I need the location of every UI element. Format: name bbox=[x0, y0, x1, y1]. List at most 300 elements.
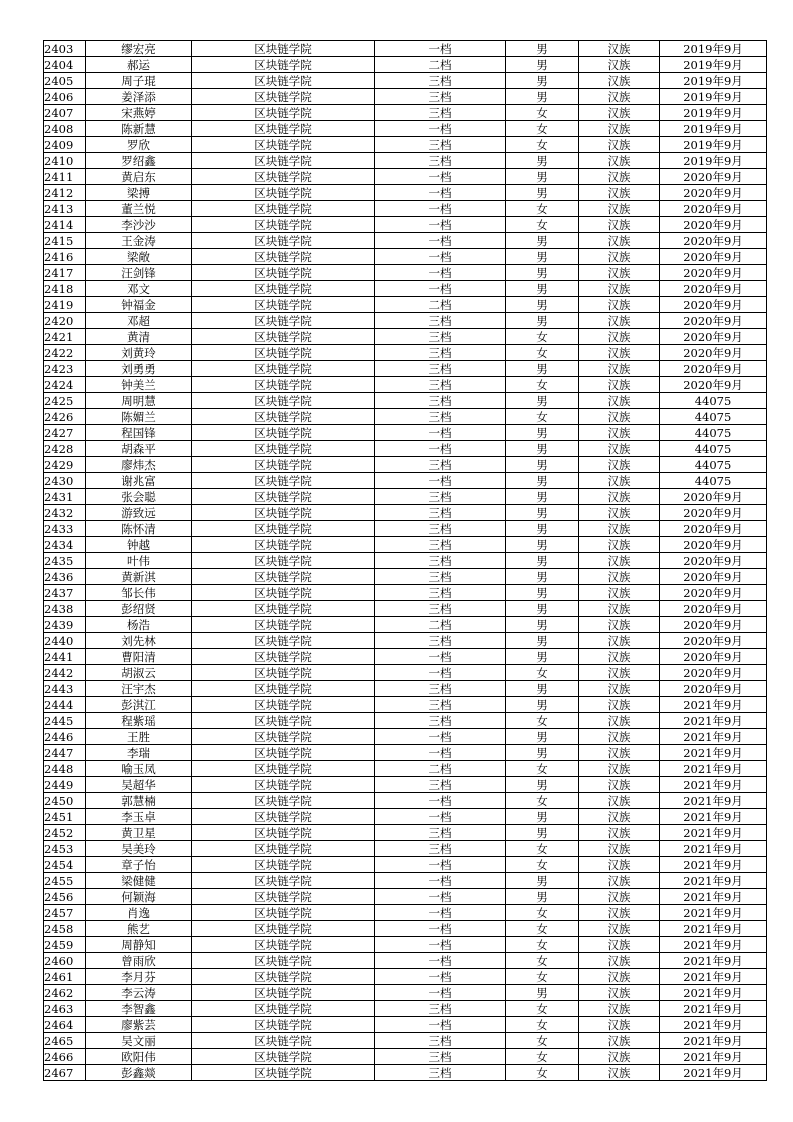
row-number-cell: 2407 bbox=[44, 105, 86, 121]
enrollment-date-cell: 2020年9月 bbox=[660, 185, 767, 201]
enrollment-date-cell: 2021年9月 bbox=[660, 729, 767, 745]
enrollment-date-cell: 2019年9月 bbox=[660, 89, 767, 105]
enrollment-date-cell: 2020年9月 bbox=[660, 553, 767, 569]
name-cell: 周静知 bbox=[86, 937, 192, 953]
level-cell: 一档 bbox=[375, 217, 506, 233]
student-table bbox=[43, 40, 767, 1081]
row-number-cell: 2431 bbox=[44, 489, 86, 505]
enrollment-date-cell: 2020年9月 bbox=[660, 265, 767, 281]
name-cell: 章子怡 bbox=[86, 857, 192, 873]
enrollment-date-cell: 2021年9月 bbox=[660, 873, 767, 889]
table-row bbox=[44, 553, 767, 569]
name-cell: 陈怀清 bbox=[86, 521, 192, 537]
enrollment-date-cell: 2020年9月 bbox=[660, 377, 767, 393]
row-number-cell: 2462 bbox=[44, 985, 86, 1001]
college-cell: 区块链学院 bbox=[192, 921, 375, 937]
gender-cell: 男 bbox=[506, 281, 579, 297]
table-row bbox=[44, 393, 767, 409]
enrollment-date-cell: 2020年9月 bbox=[660, 505, 767, 521]
table-row bbox=[44, 1049, 767, 1065]
name-cell: 廖炜杰 bbox=[86, 457, 192, 473]
table-body bbox=[44, 41, 767, 1081]
enrollment-date-cell: 2021年9月 bbox=[660, 713, 767, 729]
level-cell: 三档 bbox=[375, 505, 506, 521]
enrollment-date-cell: 2021年9月 bbox=[660, 1033, 767, 1049]
name-cell: 李沙沙 bbox=[86, 217, 192, 233]
gender-cell: 男 bbox=[506, 361, 579, 377]
ethnicity-cell: 汉族 bbox=[579, 377, 660, 393]
enrollment-date-cell: 2020年9月 bbox=[660, 169, 767, 185]
table-row bbox=[44, 185, 767, 201]
college-cell: 区块链学院 bbox=[192, 249, 375, 265]
name-cell: 欧阳伟 bbox=[86, 1049, 192, 1065]
level-cell: 三档 bbox=[375, 569, 506, 585]
table-row bbox=[44, 201, 767, 217]
gender-cell: 男 bbox=[506, 537, 579, 553]
level-cell: 三档 bbox=[375, 553, 506, 569]
name-cell: 廖紫芸 bbox=[86, 1017, 192, 1033]
gender-cell: 女 bbox=[506, 105, 579, 121]
table-row bbox=[44, 857, 767, 873]
college-cell: 区块链学院 bbox=[192, 745, 375, 761]
name-cell: 钟福金 bbox=[86, 297, 192, 313]
ethnicity-cell: 汉族 bbox=[579, 697, 660, 713]
row-number-cell: 2461 bbox=[44, 969, 86, 985]
enrollment-date-cell: 2020年9月 bbox=[660, 569, 767, 585]
name-cell: 刘黄玲 bbox=[86, 345, 192, 361]
enrollment-date-cell: 2021年9月 bbox=[660, 889, 767, 905]
gender-cell: 男 bbox=[506, 489, 579, 505]
table-row bbox=[44, 761, 767, 777]
enrollment-date-cell: 2021年9月 bbox=[660, 969, 767, 985]
gender-cell: 男 bbox=[506, 313, 579, 329]
ethnicity-cell: 汉族 bbox=[579, 57, 660, 73]
row-number-cell: 2415 bbox=[44, 233, 86, 249]
gender-cell: 男 bbox=[506, 457, 579, 473]
table-row bbox=[44, 473, 767, 489]
enrollment-date-cell: 2021年9月 bbox=[660, 841, 767, 857]
name-cell: 李瑞 bbox=[86, 745, 192, 761]
name-cell: 张会聪 bbox=[86, 489, 192, 505]
ethnicity-cell: 汉族 bbox=[579, 281, 660, 297]
college-cell: 区块链学院 bbox=[192, 825, 375, 841]
gender-cell: 男 bbox=[506, 265, 579, 281]
table-row bbox=[44, 841, 767, 857]
level-cell: 二档 bbox=[375, 617, 506, 633]
name-cell: 彭鑫燚 bbox=[86, 1065, 192, 1081]
table-row bbox=[44, 521, 767, 537]
gender-cell: 女 bbox=[506, 969, 579, 985]
ethnicity-cell: 汉族 bbox=[579, 633, 660, 649]
enrollment-date-cell: 2021年9月 bbox=[660, 857, 767, 873]
gender-cell: 男 bbox=[506, 153, 579, 169]
gender-cell: 男 bbox=[506, 569, 579, 585]
name-cell: 游致远 bbox=[86, 505, 192, 521]
row-number-cell: 2418 bbox=[44, 281, 86, 297]
college-cell: 区块链学院 bbox=[192, 425, 375, 441]
row-number-cell: 2440 bbox=[44, 633, 86, 649]
college-cell: 区块链学院 bbox=[192, 73, 375, 89]
name-cell: 曾雨欣 bbox=[86, 953, 192, 969]
table-row bbox=[44, 729, 767, 745]
enrollment-date-cell: 2021年9月 bbox=[660, 745, 767, 761]
college-cell: 区块链学院 bbox=[192, 601, 375, 617]
ethnicity-cell: 汉族 bbox=[579, 441, 660, 457]
name-cell: 曹阳清 bbox=[86, 649, 192, 665]
gender-cell: 女 bbox=[506, 953, 579, 969]
table-row bbox=[44, 889, 767, 905]
table-row bbox=[44, 953, 767, 969]
row-number-cell: 2420 bbox=[44, 313, 86, 329]
gender-cell: 男 bbox=[506, 617, 579, 633]
enrollment-date-cell: 2020年9月 bbox=[660, 281, 767, 297]
ethnicity-cell: 汉族 bbox=[579, 857, 660, 873]
row-number-cell: 2426 bbox=[44, 409, 86, 425]
ethnicity-cell: 汉族 bbox=[579, 1017, 660, 1033]
enrollment-date-cell: 2021年9月 bbox=[660, 793, 767, 809]
ethnicity-cell: 汉族 bbox=[579, 585, 660, 601]
gender-cell: 女 bbox=[506, 1001, 579, 1017]
row-number-cell: 2419 bbox=[44, 297, 86, 313]
ethnicity-cell: 汉族 bbox=[579, 1049, 660, 1065]
row-number-cell: 2453 bbox=[44, 841, 86, 857]
level-cell: 一档 bbox=[375, 169, 506, 185]
college-cell: 区块链学院 bbox=[192, 457, 375, 473]
college-cell: 区块链学院 bbox=[192, 841, 375, 857]
row-number-cell: 2404 bbox=[44, 57, 86, 73]
ethnicity-cell: 汉族 bbox=[579, 137, 660, 153]
level-cell: 三档 bbox=[375, 537, 506, 553]
ethnicity-cell: 汉族 bbox=[579, 489, 660, 505]
college-cell: 区块链学院 bbox=[192, 665, 375, 681]
level-cell: 一档 bbox=[375, 921, 506, 937]
level-cell: 三档 bbox=[375, 361, 506, 377]
enrollment-date-cell: 2020年9月 bbox=[660, 329, 767, 345]
enrollment-date-cell: 44075 bbox=[660, 409, 767, 425]
ethnicity-cell: 汉族 bbox=[579, 249, 660, 265]
level-cell: 三档 bbox=[375, 73, 506, 89]
level-cell: 一档 bbox=[375, 969, 506, 985]
row-number-cell: 2436 bbox=[44, 569, 86, 585]
row-number-cell: 2408 bbox=[44, 121, 86, 137]
row-number-cell: 2409 bbox=[44, 137, 86, 153]
gender-cell: 男 bbox=[506, 697, 579, 713]
college-cell: 区块链学院 bbox=[192, 41, 375, 57]
name-cell: 罗欣 bbox=[86, 137, 192, 153]
level-cell: 一档 bbox=[375, 233, 506, 249]
ethnicity-cell: 汉族 bbox=[579, 169, 660, 185]
level-cell: 一档 bbox=[375, 121, 506, 137]
name-cell: 刘先林 bbox=[86, 633, 192, 649]
table-row bbox=[44, 233, 767, 249]
name-cell: 彭绍贤 bbox=[86, 601, 192, 617]
ethnicity-cell: 汉族 bbox=[579, 41, 660, 57]
enrollment-date-cell: 2021年9月 bbox=[660, 1001, 767, 1017]
row-number-cell: 2429 bbox=[44, 457, 86, 473]
enrollment-date-cell: 2021年9月 bbox=[660, 1049, 767, 1065]
college-cell: 区块链学院 bbox=[192, 153, 375, 169]
college-cell: 区块链学院 bbox=[192, 937, 375, 953]
level-cell: 一档 bbox=[375, 857, 506, 873]
row-number-cell: 2425 bbox=[44, 393, 86, 409]
level-cell: 三档 bbox=[375, 681, 506, 697]
table-row bbox=[44, 457, 767, 473]
ethnicity-cell: 汉族 bbox=[579, 537, 660, 553]
level-cell: 三档 bbox=[375, 697, 506, 713]
row-number-cell: 2403 bbox=[44, 41, 86, 57]
name-cell: 王金涛 bbox=[86, 233, 192, 249]
ethnicity-cell: 汉族 bbox=[579, 201, 660, 217]
table-row bbox=[44, 281, 767, 297]
name-cell: 程紫瑶 bbox=[86, 713, 192, 729]
table-row bbox=[44, 217, 767, 233]
table-row bbox=[44, 105, 767, 121]
level-cell: 一档 bbox=[375, 665, 506, 681]
table-row bbox=[44, 345, 767, 361]
enrollment-date-cell: 2021年9月 bbox=[660, 985, 767, 1001]
gender-cell: 男 bbox=[506, 985, 579, 1001]
name-cell: 董兰悦 bbox=[86, 201, 192, 217]
row-number-cell: 2411 bbox=[44, 169, 86, 185]
college-cell: 区块链学院 bbox=[192, 313, 375, 329]
ethnicity-cell: 汉族 bbox=[579, 873, 660, 889]
row-number-cell: 2441 bbox=[44, 649, 86, 665]
gender-cell: 男 bbox=[506, 553, 579, 569]
gender-cell: 男 bbox=[506, 745, 579, 761]
ethnicity-cell: 汉族 bbox=[579, 217, 660, 233]
gender-cell: 男 bbox=[506, 169, 579, 185]
level-cell: 三档 bbox=[375, 345, 506, 361]
row-number-cell: 2410 bbox=[44, 153, 86, 169]
level-cell: 一档 bbox=[375, 425, 506, 441]
row-number-cell: 2421 bbox=[44, 329, 86, 345]
ethnicity-cell: 汉族 bbox=[579, 313, 660, 329]
row-number-cell: 2432 bbox=[44, 505, 86, 521]
level-cell: 三档 bbox=[375, 521, 506, 537]
gender-cell: 男 bbox=[506, 185, 579, 201]
name-cell: 郭慧楠 bbox=[86, 793, 192, 809]
name-cell: 梁敞 bbox=[86, 249, 192, 265]
college-cell: 区块链学院 bbox=[192, 985, 375, 1001]
ethnicity-cell: 汉族 bbox=[579, 649, 660, 665]
ethnicity-cell: 汉族 bbox=[579, 153, 660, 169]
gender-cell: 女 bbox=[506, 329, 579, 345]
enrollment-date-cell: 2021年9月 bbox=[660, 761, 767, 777]
name-cell: 邓文 bbox=[86, 281, 192, 297]
level-cell: 一档 bbox=[375, 201, 506, 217]
college-cell: 区块链学院 bbox=[192, 265, 375, 281]
college-cell: 区块链学院 bbox=[192, 761, 375, 777]
row-number-cell: 2454 bbox=[44, 857, 86, 873]
name-cell: 吴文丽 bbox=[86, 1033, 192, 1049]
ethnicity-cell: 汉族 bbox=[579, 505, 660, 521]
enrollment-date-cell: 2020年9月 bbox=[660, 537, 767, 553]
level-cell: 一档 bbox=[375, 1017, 506, 1033]
ethnicity-cell: 汉族 bbox=[579, 745, 660, 761]
college-cell: 区块链学院 bbox=[192, 105, 375, 121]
enrollment-date-cell: 2020年9月 bbox=[660, 345, 767, 361]
level-cell: 一档 bbox=[375, 729, 506, 745]
enrollment-date-cell: 2021年9月 bbox=[660, 825, 767, 841]
level-cell: 三档 bbox=[375, 377, 506, 393]
name-cell: 梁健健 bbox=[86, 873, 192, 889]
row-number-cell: 2444 bbox=[44, 697, 86, 713]
name-cell: 汪剑锋 bbox=[86, 265, 192, 281]
ethnicity-cell: 汉族 bbox=[579, 809, 660, 825]
name-cell: 李玉卓 bbox=[86, 809, 192, 825]
ethnicity-cell: 汉族 bbox=[579, 185, 660, 201]
table-row bbox=[44, 313, 767, 329]
level-cell: 三档 bbox=[375, 713, 506, 729]
level-cell: 三档 bbox=[375, 409, 506, 425]
level-cell: 三档 bbox=[375, 393, 506, 409]
gender-cell: 女 bbox=[506, 1033, 579, 1049]
name-cell: 胡淑云 bbox=[86, 665, 192, 681]
enrollment-date-cell: 2021年9月 bbox=[660, 921, 767, 937]
college-cell: 区块链学院 bbox=[192, 297, 375, 313]
level-cell: 一档 bbox=[375, 441, 506, 457]
gender-cell: 女 bbox=[506, 1017, 579, 1033]
level-cell: 三档 bbox=[375, 1065, 506, 1081]
row-number-cell: 2465 bbox=[44, 1033, 86, 1049]
ethnicity-cell: 汉族 bbox=[579, 553, 660, 569]
enrollment-date-cell: 2020年9月 bbox=[660, 489, 767, 505]
gender-cell: 男 bbox=[506, 601, 579, 617]
college-cell: 区块链学院 bbox=[192, 777, 375, 793]
row-number-cell: 2447 bbox=[44, 745, 86, 761]
name-cell: 缪宏亮 bbox=[86, 41, 192, 57]
ethnicity-cell: 汉族 bbox=[579, 409, 660, 425]
table-row bbox=[44, 697, 767, 713]
table-row bbox=[44, 713, 767, 729]
level-cell: 三档 bbox=[375, 601, 506, 617]
ethnicity-cell: 汉族 bbox=[579, 121, 660, 137]
row-number-cell: 2464 bbox=[44, 1017, 86, 1033]
level-cell: 一档 bbox=[375, 265, 506, 281]
row-number-cell: 2455 bbox=[44, 873, 86, 889]
college-cell: 区块链学院 bbox=[192, 345, 375, 361]
table-row bbox=[44, 297, 767, 313]
ethnicity-cell: 汉族 bbox=[579, 1065, 660, 1081]
gender-cell: 男 bbox=[506, 681, 579, 697]
ethnicity-cell: 汉族 bbox=[579, 729, 660, 745]
name-cell: 郝运 bbox=[86, 57, 192, 73]
college-cell: 区块链学院 bbox=[192, 169, 375, 185]
college-cell: 区块链学院 bbox=[192, 361, 375, 377]
name-cell: 罗绍鑫 bbox=[86, 153, 192, 169]
gender-cell: 男 bbox=[506, 297, 579, 313]
row-number-cell: 2450 bbox=[44, 793, 86, 809]
gender-cell: 男 bbox=[506, 57, 579, 73]
row-number-cell: 2467 bbox=[44, 1065, 86, 1081]
level-cell: 一档 bbox=[375, 873, 506, 889]
level-cell: 三档 bbox=[375, 457, 506, 473]
ethnicity-cell: 汉族 bbox=[579, 777, 660, 793]
enrollment-date-cell: 44075 bbox=[660, 473, 767, 489]
enrollment-date-cell: 2020年9月 bbox=[660, 665, 767, 681]
level-cell: 三档 bbox=[375, 313, 506, 329]
name-cell: 邹长伟 bbox=[86, 585, 192, 601]
gender-cell: 男 bbox=[506, 633, 579, 649]
name-cell: 黄新淇 bbox=[86, 569, 192, 585]
enrollment-date-cell: 2020年9月 bbox=[660, 633, 767, 649]
row-number-cell: 2417 bbox=[44, 265, 86, 281]
level-cell: 三档 bbox=[375, 329, 506, 345]
level-cell: 二档 bbox=[375, 761, 506, 777]
row-number-cell: 2422 bbox=[44, 345, 86, 361]
enrollment-date-cell: 2020年9月 bbox=[660, 233, 767, 249]
ethnicity-cell: 汉族 bbox=[579, 793, 660, 809]
name-cell: 梁搏 bbox=[86, 185, 192, 201]
table-row bbox=[44, 153, 767, 169]
row-number-cell: 2430 bbox=[44, 473, 86, 489]
table-row bbox=[44, 361, 767, 377]
gender-cell: 男 bbox=[506, 777, 579, 793]
college-cell: 区块链学院 bbox=[192, 441, 375, 457]
gender-cell: 女 bbox=[506, 121, 579, 137]
gender-cell: 女 bbox=[506, 1049, 579, 1065]
college-cell: 区块链学院 bbox=[192, 281, 375, 297]
ethnicity-cell: 汉族 bbox=[579, 617, 660, 633]
name-cell: 周子琨 bbox=[86, 73, 192, 89]
table-row bbox=[44, 41, 767, 57]
level-cell: 一档 bbox=[375, 889, 506, 905]
gender-cell: 男 bbox=[506, 393, 579, 409]
row-number-cell: 2460 bbox=[44, 953, 86, 969]
row-number-cell: 2449 bbox=[44, 777, 86, 793]
table-row bbox=[44, 409, 767, 425]
ethnicity-cell: 汉族 bbox=[579, 265, 660, 281]
level-cell: 三档 bbox=[375, 825, 506, 841]
college-cell: 区块链学院 bbox=[192, 121, 375, 137]
table-row bbox=[44, 617, 767, 633]
row-number-cell: 2451 bbox=[44, 809, 86, 825]
name-cell: 刘勇勇 bbox=[86, 361, 192, 377]
gender-cell: 男 bbox=[506, 649, 579, 665]
table-row bbox=[44, 329, 767, 345]
name-cell: 黄启东 bbox=[86, 169, 192, 185]
college-cell: 区块链学院 bbox=[192, 905, 375, 921]
ethnicity-cell: 汉族 bbox=[579, 665, 660, 681]
enrollment-date-cell: 2020年9月 bbox=[660, 681, 767, 697]
college-cell: 区块链学院 bbox=[192, 1033, 375, 1049]
gender-cell: 男 bbox=[506, 809, 579, 825]
ethnicity-cell: 汉族 bbox=[579, 841, 660, 857]
table-row bbox=[44, 505, 767, 521]
ethnicity-cell: 汉族 bbox=[579, 73, 660, 89]
college-cell: 区块链学院 bbox=[192, 521, 375, 537]
college-cell: 区块链学院 bbox=[192, 729, 375, 745]
ethnicity-cell: 汉族 bbox=[579, 361, 660, 377]
college-cell: 区块链学院 bbox=[192, 137, 375, 153]
name-cell: 周明慧 bbox=[86, 393, 192, 409]
enrollment-date-cell: 2020年9月 bbox=[660, 217, 767, 233]
level-cell: 三档 bbox=[375, 1033, 506, 1049]
ethnicity-cell: 汉族 bbox=[579, 969, 660, 985]
college-cell: 区块链学院 bbox=[192, 649, 375, 665]
college-cell: 区块链学院 bbox=[192, 569, 375, 585]
row-number-cell: 2457 bbox=[44, 905, 86, 921]
enrollment-date-cell: 2020年9月 bbox=[660, 521, 767, 537]
row-number-cell: 2427 bbox=[44, 425, 86, 441]
level-cell: 一档 bbox=[375, 937, 506, 953]
table-row bbox=[44, 905, 767, 921]
table-row bbox=[44, 1017, 767, 1033]
gender-cell: 男 bbox=[506, 41, 579, 57]
row-number-cell: 2443 bbox=[44, 681, 86, 697]
table-row bbox=[44, 57, 767, 73]
name-cell: 喻玉凤 bbox=[86, 761, 192, 777]
